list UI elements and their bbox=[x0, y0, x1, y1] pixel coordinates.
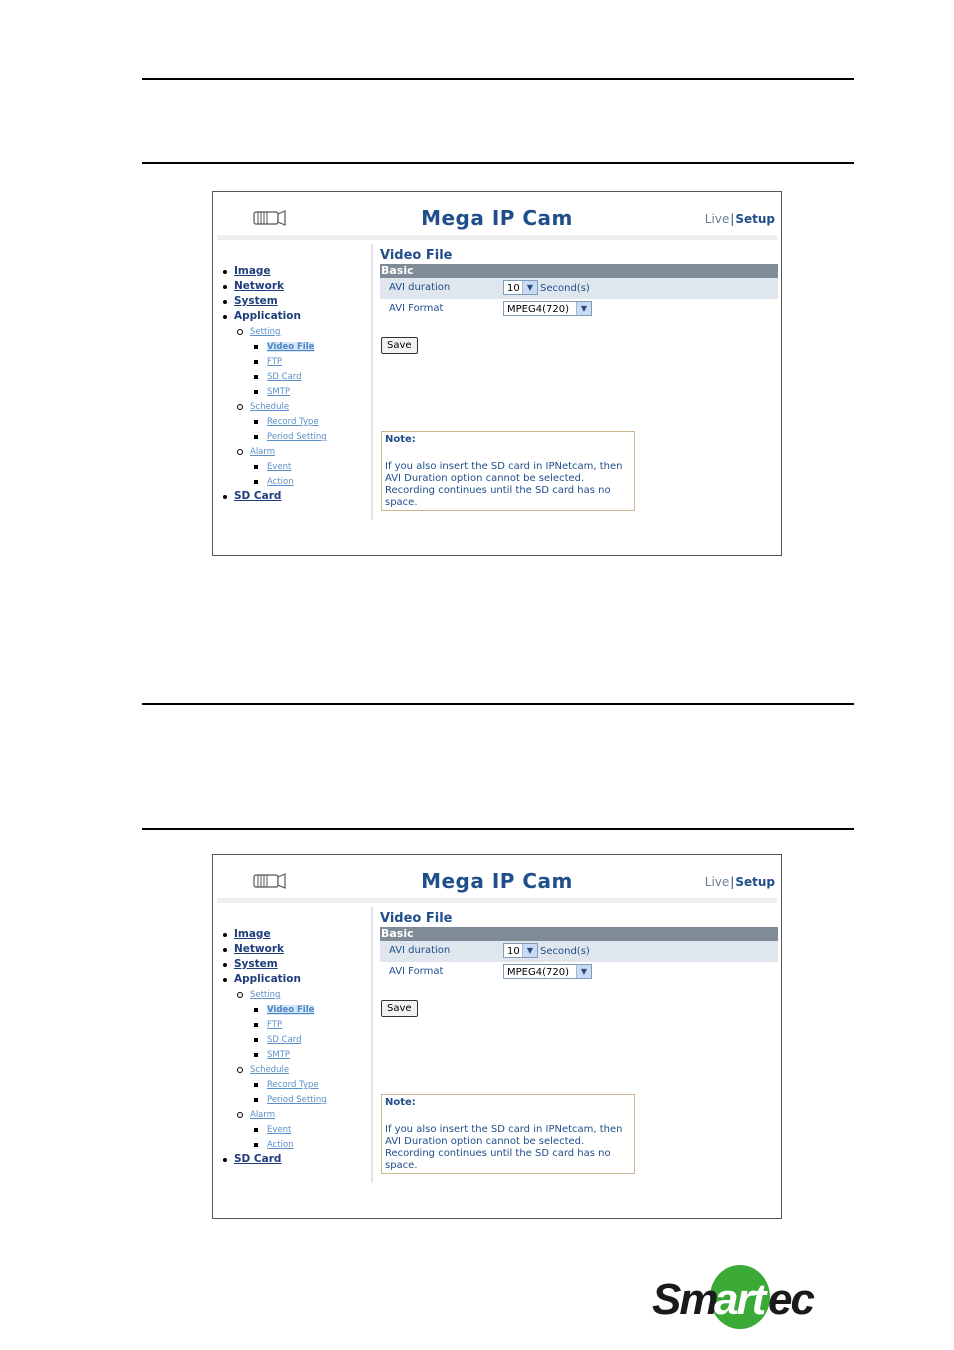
nav-item-image[interactable] bbox=[221, 264, 371, 279]
avi-duration-unit: Second(s) bbox=[540, 946, 590, 957]
nav-video-file-link[interactable]: Video File bbox=[267, 1005, 315, 1015]
nav-sd-card-sub-link[interactable]: SD Card bbox=[267, 372, 302, 382]
mid-rule-1 bbox=[142, 703, 854, 705]
nav-period-setting-link[interactable]: Period Setting bbox=[267, 1095, 327, 1105]
avi-duration-label: AVI duration bbox=[389, 282, 451, 293]
page-title: Video File bbox=[380, 911, 453, 926]
svg-text:Sm: Sm bbox=[652, 1275, 717, 1324]
sidebar-divider bbox=[371, 244, 373, 520]
header-divider bbox=[217, 898, 777, 903]
main-content bbox=[380, 248, 778, 548]
note-text: If you also insert the SD card in IPNetcam, then AVI Duration option cannot be selected. Recording continues until the SD card has no space. bbox=[385, 1124, 623, 1171]
chevron-down-icon: ▼ bbox=[576, 965, 591, 978]
avi-duration-label: AVI duration bbox=[389, 945, 451, 956]
live-link[interactable]: Live bbox=[704, 212, 730, 226]
live-link[interactable]: Live bbox=[704, 875, 730, 889]
nav-item-image[interactable] bbox=[221, 927, 371, 942]
link-separator: | bbox=[730, 212, 735, 226]
nav-item-record-type[interactable] bbox=[221, 1077, 371, 1092]
avi-format-select[interactable] bbox=[503, 964, 592, 979]
nav-item-sd-card-sub[interactable] bbox=[221, 369, 371, 384]
nav-item-video-file[interactable] bbox=[221, 339, 371, 354]
nav-item-system[interactable] bbox=[221, 294, 371, 309]
avi-duration-select[interactable] bbox=[503, 943, 538, 958]
note-box bbox=[381, 1094, 635, 1174]
avi-format-select[interactable] bbox=[503, 301, 592, 316]
nav-item-alarm[interactable] bbox=[221, 1107, 371, 1122]
top-links bbox=[705, 212, 775, 226]
nav-item-alarm[interactable] bbox=[221, 444, 371, 459]
nav-item-sd-card-sub[interactable] bbox=[221, 1032, 371, 1047]
nav-image-link[interactable]: Image bbox=[234, 265, 271, 277]
svg-text:art: art bbox=[714, 1275, 765, 1324]
header-divider bbox=[217, 235, 777, 240]
nav-schedule-link[interactable]: Schedule bbox=[250, 1065, 290, 1075]
nav-item-video-file[interactable] bbox=[221, 1002, 371, 1017]
nav-item-system[interactable] bbox=[221, 957, 371, 972]
nav-item-ftp[interactable] bbox=[221, 1017, 371, 1032]
nav-image-link[interactable]: Image bbox=[234, 928, 271, 940]
nav-item-action[interactable] bbox=[221, 1137, 371, 1152]
nav-system-link[interactable]: System bbox=[234, 958, 278, 970]
nav-item-application bbox=[221, 309, 371, 324]
note-box bbox=[381, 431, 635, 511]
nav-item-smtp[interactable] bbox=[221, 384, 371, 399]
nav-item-smtp[interactable] bbox=[221, 1047, 371, 1062]
top-rule-2 bbox=[142, 162, 854, 164]
note-text: If you also insert the SD card in IPNetcam, then AVI Duration option cannot be selected. Recording continues until the SD card has no space. bbox=[385, 461, 623, 508]
nav-action-link[interactable]: Action bbox=[267, 1140, 294, 1150]
sidebar-nav bbox=[221, 927, 371, 1167]
nav-item-period-setting[interactable] bbox=[221, 1092, 371, 1107]
avi-duration-value: 10 bbox=[507, 946, 520, 957]
nav-application-label: Application bbox=[234, 310, 301, 322]
nav-setting-link[interactable]: Setting bbox=[250, 327, 281, 337]
nav-application-label: Application bbox=[234, 973, 301, 985]
section-header: Basic bbox=[380, 264, 778, 278]
nav-ftp-link[interactable]: FTP bbox=[267, 357, 283, 367]
nav-item-ftp[interactable] bbox=[221, 354, 371, 369]
app-title: Mega IP Cam bbox=[421, 869, 573, 893]
main-content bbox=[380, 911, 778, 1211]
avi-format-value: MPEG4(720) bbox=[507, 304, 569, 315]
app-header bbox=[213, 192, 781, 236]
chevron-down-icon: ▼ bbox=[576, 302, 591, 315]
nav-record-type-link[interactable]: Record Type bbox=[267, 1080, 319, 1090]
avi-format-value: MPEG4(720) bbox=[507, 967, 569, 978]
avi-format-row bbox=[380, 299, 778, 320]
avi-format-label: AVI Format bbox=[389, 303, 444, 314]
avi-duration-select[interactable] bbox=[503, 280, 538, 295]
nav-item-event[interactable] bbox=[221, 459, 371, 474]
page-title: Video File bbox=[380, 248, 453, 263]
smartec-logo bbox=[650, 1262, 828, 1332]
nav-item-record-type[interactable] bbox=[221, 414, 371, 429]
nav-event-link[interactable]: Event bbox=[267, 1125, 292, 1135]
nav-system-link[interactable]: System bbox=[234, 295, 278, 307]
nav-network-link[interactable]: Network bbox=[234, 943, 285, 955]
sidebar-nav bbox=[221, 264, 371, 504]
nav-network-link[interactable]: Network bbox=[234, 280, 285, 292]
nav-item-network[interactable] bbox=[221, 942, 371, 957]
avi-duration-row bbox=[380, 278, 778, 299]
app-header bbox=[213, 855, 781, 899]
chevron-down-icon: ▼ bbox=[522, 281, 537, 294]
app-title: Mega IP Cam bbox=[421, 206, 573, 230]
nav-sd-card-sub-link[interactable]: SD Card bbox=[267, 1035, 302, 1045]
nav-smtp-link[interactable]: SMTP bbox=[267, 1050, 291, 1060]
screenshot-2 bbox=[212, 854, 782, 1219]
nav-sd-card-link[interactable]: SD Card bbox=[234, 1153, 282, 1165]
nav-sd-card-link[interactable]: SD Card bbox=[234, 490, 282, 502]
top-rule-1 bbox=[142, 78, 854, 80]
nav-item-event[interactable] bbox=[221, 1122, 371, 1137]
avi-duration-row bbox=[380, 941, 778, 962]
nav-item-sd-card[interactable] bbox=[221, 1152, 371, 1167]
setup-link[interactable]: Setup bbox=[735, 875, 775, 889]
nav-period-setting-link[interactable]: Period Setting bbox=[267, 432, 327, 442]
setup-link[interactable]: Setup bbox=[735, 212, 775, 226]
avi-duration-value: 10 bbox=[507, 283, 520, 294]
nav-setting-link[interactable]: Setting bbox=[250, 990, 281, 1000]
nav-smtp-link[interactable]: SMTP bbox=[267, 387, 291, 397]
chevron-down-icon: ▼ bbox=[522, 944, 537, 957]
note-title: Note: bbox=[385, 434, 416, 445]
top-links bbox=[705, 875, 775, 889]
save-button[interactable]: Save bbox=[381, 1000, 418, 1017]
link-separator: | bbox=[730, 875, 735, 889]
nav-item-schedule[interactable] bbox=[221, 399, 371, 414]
nav-item-period-setting[interactable] bbox=[221, 429, 371, 444]
nav-item-sd-card[interactable] bbox=[221, 489, 371, 504]
note-title: Note: bbox=[385, 1097, 416, 1108]
save-button[interactable]: Save bbox=[381, 337, 418, 354]
avi-format-row bbox=[380, 962, 778, 983]
nav-schedule-link[interactable]: Schedule bbox=[250, 402, 290, 412]
avi-duration-unit: Second(s) bbox=[540, 283, 590, 294]
nav-item-network[interactable] bbox=[221, 279, 371, 294]
svg-text:ec: ec bbox=[768, 1275, 813, 1324]
nav-item-setting[interactable] bbox=[221, 987, 371, 1002]
sidebar-divider bbox=[371, 907, 373, 1183]
screenshot-1 bbox=[212, 191, 782, 556]
nav-item-setting[interactable] bbox=[221, 324, 371, 339]
nav-item-schedule[interactable] bbox=[221, 1062, 371, 1077]
nav-ftp-link[interactable]: FTP bbox=[267, 1020, 283, 1030]
nav-record-type-link[interactable]: Record Type bbox=[267, 417, 319, 427]
nav-alarm-link[interactable]: Alarm bbox=[250, 447, 276, 457]
nav-event-link[interactable]: Event bbox=[267, 462, 292, 472]
section-header: Basic bbox=[380, 927, 778, 941]
nav-alarm-link[interactable]: Alarm bbox=[250, 1110, 276, 1120]
nav-video-file-link[interactable]: Video File bbox=[267, 342, 315, 352]
mid-rule-2 bbox=[142, 828, 854, 830]
avi-format-label: AVI Format bbox=[389, 966, 444, 977]
nav-item-action[interactable] bbox=[221, 474, 371, 489]
nav-item-application bbox=[221, 972, 371, 987]
nav-action-link[interactable]: Action bbox=[267, 477, 294, 487]
